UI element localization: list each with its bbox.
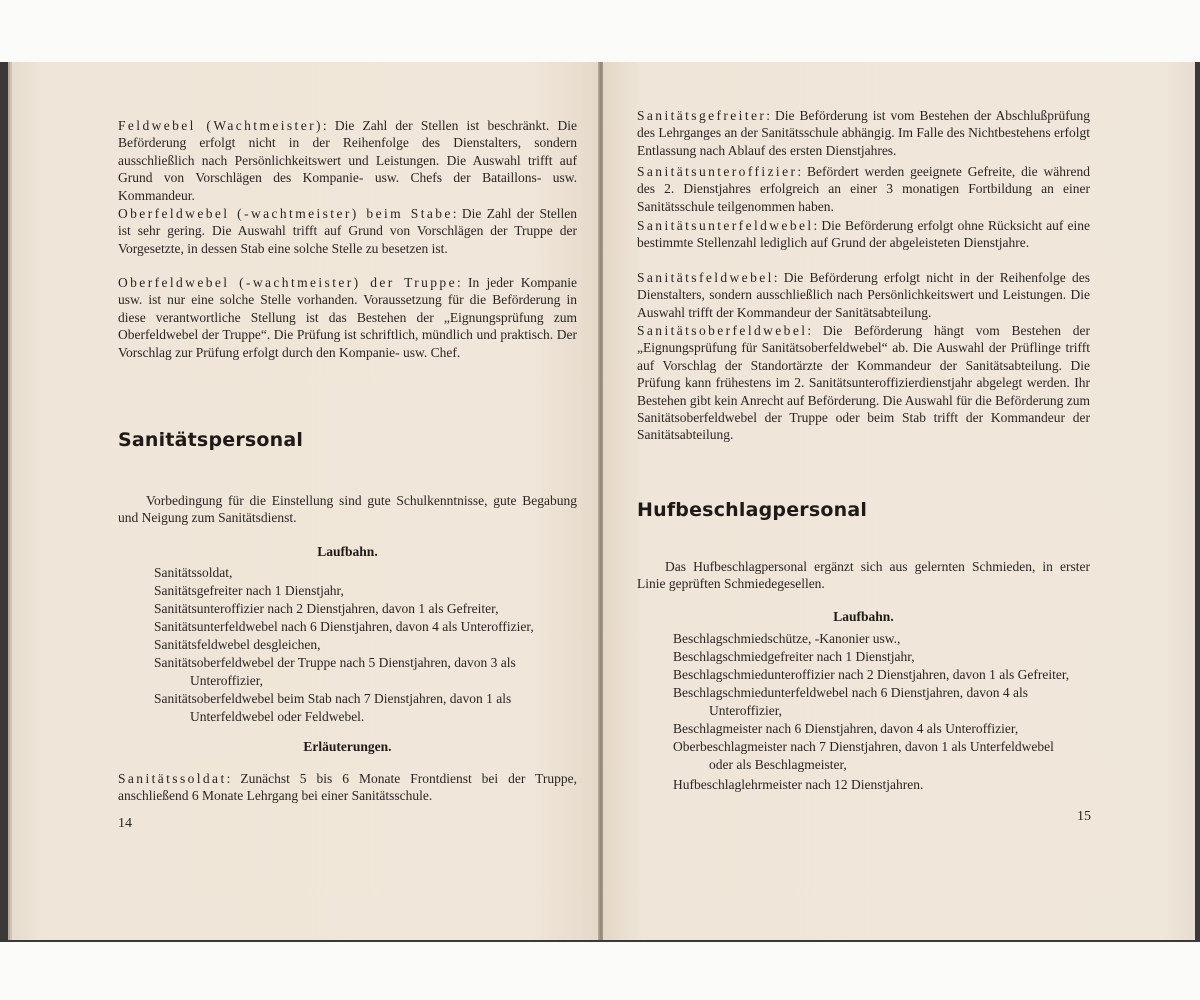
term: Sanitätsoberfeldwebel bbox=[637, 323, 808, 338]
term: Sanitätssoldat bbox=[118, 771, 227, 786]
paragraph-san-unterfeldwebel bbox=[637, 217, 1090, 252]
term: Oberfeldwebel (-wachtmeister) beim Stabe bbox=[118, 206, 453, 221]
paragraph-feldwebel bbox=[118, 117, 577, 204]
paragraph-text: : Zunächst 5 bis 6 Monate Frontdienst bei der Truppe, anschließend 6 Monate Lehrgang bei einer Sanitätsschule. bbox=[118, 771, 577, 804]
list-item: Sanitätsunteroffizier nach 2 Dienstjahren, davon 1 als Gefreiter, bbox=[154, 601, 499, 616]
term: Sanitätsunterfeldwebel bbox=[637, 218, 814, 233]
term: Sanitätsgefreiter bbox=[637, 108, 767, 123]
paragraph-san-oberfeldwebel bbox=[637, 322, 1090, 444]
paragraph-oberfeldwebel-truppe bbox=[118, 274, 577, 361]
list-item: Beschlagmeister nach 6 Dienstjahren, davon 4 als Unteroffizier, bbox=[673, 721, 1019, 736]
list-item: Unteroffizier, bbox=[190, 673, 264, 688]
list-item: Unteroffizier, bbox=[709, 703, 783, 718]
page-number: 14 bbox=[118, 816, 132, 831]
paragraph-text: : In jeder Kompanie usw. ist nur eine solche Stelle vorhanden. Voraussetzung für die Beförderung in diese verantwortliche Stellung ist das Bestehen der „Eignungsprüfung zum Oberfeldwebel der Truppe“. Die Prüfung ist schriftlich, mündlich und praktisch. Der Vorschlag zur Prüfung erfolgt durch den Kompanie- usw. Chef. bbox=[118, 275, 578, 360]
paragraph-sanitaetssoldat bbox=[118, 770, 577, 805]
paragraph-text: : Die Zahl der Stellen ist beschränkt. Die Beförderung erfolgt nicht in der Reihenfolge des Dienstalters, sondern ausschließlich nach Persönlichkeitswert und Leistungen. Die Auswahl trifft auf Grund von Vorschlägen des Kompanie- usw. Chefs der Bataillons- usw. Kommandeur. bbox=[118, 118, 577, 203]
intro-paragraph: Das Hufbeschlagpersonal ergänzt sich aus gelernten Schmieden, in erster Linie geprüften Schmiedegesellen. bbox=[637, 559, 1090, 592]
list-item: Sanitätsgefreiter nach 1 Dienstjahr, bbox=[154, 583, 344, 598]
paragraph-text: : Die Beförderung erfolgt ohne Rücksicht auf eine bestimmte Stellenzahl lediglich auf Grund der abgeleisteten Dienstjahre. bbox=[637, 218, 1090, 251]
left-page bbox=[12, 62, 600, 940]
term: Feldwebel (Wachtmeister) bbox=[118, 118, 323, 133]
paragraph-text: : Die Zahl der Stellen ist sehr gering. Die Auswahl trifft auf Grund von Vorschlägen der Truppe der Vorgesetzte, in dessen Stab eine solche Stelle zu besetzen ist. bbox=[118, 206, 577, 256]
paragraph-text: : Die Beförderung ist vom Bestehen der Abschlußprüfung des Lehrganges an der Sanitätsschule abhängig. Im Falle des Nichtbestehens erfolgt Entlassung nach Ablauf des ersten Dienstjahres. bbox=[637, 108, 1090, 158]
laufbahn-title: Laufbahn. bbox=[833, 609, 894, 624]
list-item: Hufbeschlaglehrmeister nach 12 Dienstjahren. bbox=[673, 777, 924, 792]
page-number: 15 bbox=[1077, 809, 1091, 824]
list-item: Sanitätssoldat, bbox=[154, 565, 233, 580]
paragraph-text: : Befördert werden geeignete Gefreite, die während des 2. Dienstjahres erfolgreich an einer 3 monatigen Fortbildung an einer Sanitätsschule teilgenommen haben. bbox=[637, 164, 1090, 214]
list-item: Beschlagschmiedschütze, -Kanonier usw., bbox=[673, 631, 901, 646]
list-item: Beschlagschmiedgefreiter nach 1 Dienstjahr, bbox=[673, 649, 915, 664]
list-item: Sanitätsfeldwebel desgleichen, bbox=[154, 637, 321, 652]
list-item: Beschlagschmiedunterfeldwebel nach 6 Dienstjahren, davon 4 als bbox=[673, 685, 1029, 700]
list-item: oder als Beschlagmeister, bbox=[709, 757, 847, 772]
paragraph-text: : Die Beförderung erfolgt nicht in der Reihenfolge des Dienstalters, sondern ausschließlich nach Persönlichkeitswert und Leistungen. Die Auswahl trifft der Kommandeur der Sanitätsabteilung. bbox=[637, 270, 1090, 320]
open-book bbox=[0, 62, 1200, 942]
term: Oberfeldwebel (-wachtmeister) der Truppe bbox=[118, 275, 457, 290]
laufbahn-title: Laufbahn. bbox=[317, 544, 378, 559]
right-page bbox=[603, 62, 1195, 940]
term: Sanitätsfeldwebel bbox=[637, 270, 774, 285]
paragraph-san-unteroffizier bbox=[637, 163, 1090, 215]
paragraph-text: : Die Beförderung hängt vom Bestehen der „Eignungsprüfung für Sanitätsoberfeldwebel“ ab. Die Auswahl der Prüflinge trifft auf Vorschlag der Standortärzte der Kommandeur der Sanitätsabteilung. Die Prüfung kann frühestens im 2. Sanitätsunteroffizierdienstjahr abgelegt werden. Ihr Bestehen gibt kein Anrecht auf Beförderung. Die Auswahl für die Beförderung zum Sanitätsoberfeldwebel der Truppe oder beim Stab trifft der Kommandeur der Sanitätsabteilung. bbox=[637, 323, 1090, 443]
list-item: Beschlagschmiedunteroffizier nach 2 Dienstjahren, davon 1 als Gefreiter, bbox=[673, 667, 1070, 682]
list-item: Unterfeldwebel oder Feldwebel. bbox=[190, 709, 365, 724]
section-title: Sanitätspersonal bbox=[118, 429, 304, 451]
term: Sanitätsunteroffizier bbox=[637, 164, 798, 179]
list-item: Sanitätsoberfeldwebel der Truppe nach 5 Dienstjahren, davon 3 als bbox=[154, 655, 516, 670]
paragraph-oberfeldwebel-stab bbox=[118, 205, 577, 257]
paragraph-san-feldwebel bbox=[637, 269, 1090, 321]
section-title: Hufbeschlagpersonal bbox=[637, 499, 868, 521]
list-item: Oberbeschlagmeister nach 7 Dienstjahren, davon 1 als Unterfeldwebel bbox=[673, 739, 1054, 754]
intro-paragraph: Vorbedingung für die Einstellung sind gute Schulkenntnisse, gute Begabung und Neigung zum Sanitätsdienst. bbox=[118, 493, 577, 526]
erlaeuterungen-title: Erläuterungen. bbox=[303, 739, 392, 754]
list-item: Sanitätsunterfeldwebel nach 6 Dienstjahren, davon 4 als Unteroffizier, bbox=[154, 619, 534, 634]
list-item: Sanitätsoberfeldwebel beim Stab nach 7 Dienstjahren, davon 1 als bbox=[154, 691, 512, 706]
paragraph-san-gefreiter bbox=[637, 107, 1090, 159]
